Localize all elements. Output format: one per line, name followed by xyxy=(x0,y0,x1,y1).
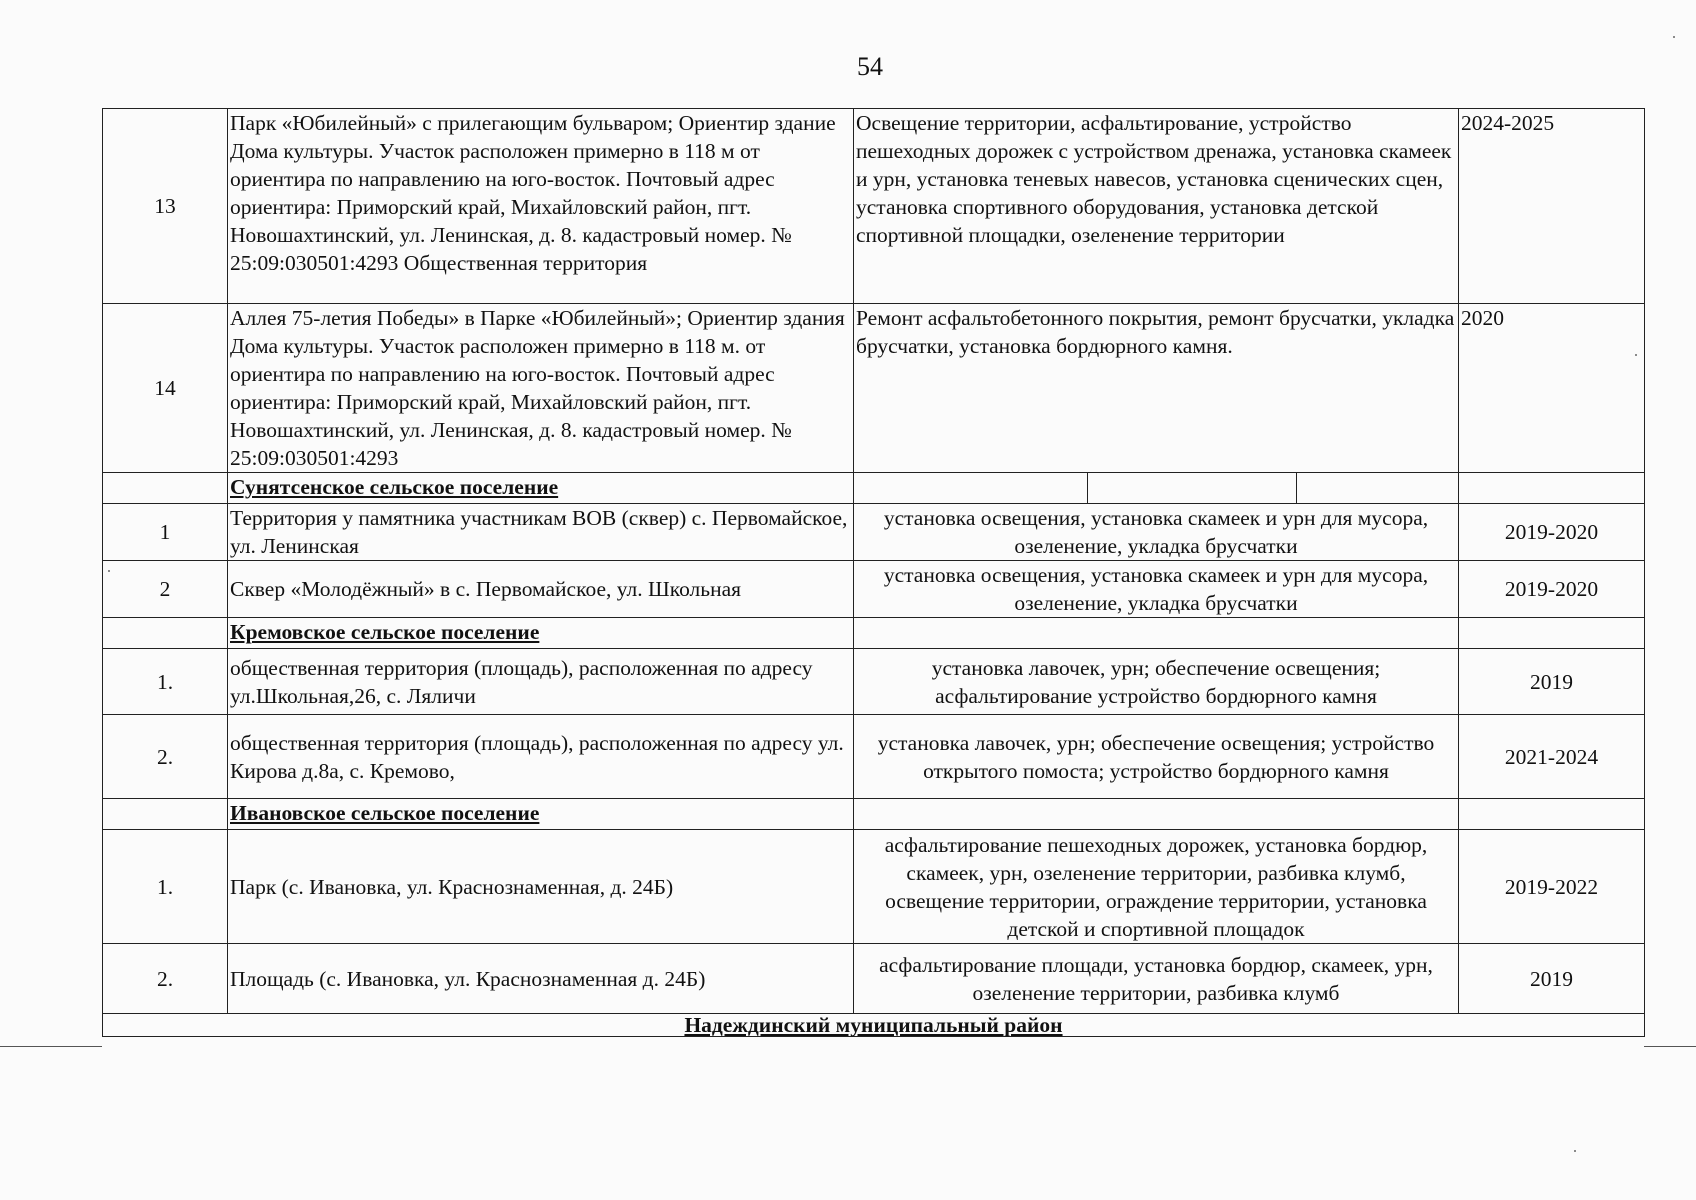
territory-cell: общественная территория (площадь), расположенная по адресу ул.Школьная,26, с. Ляличи xyxy=(228,649,854,715)
section-title: Ивановское сельское поселение xyxy=(228,799,854,830)
row-number: 2. xyxy=(103,715,228,799)
works-cell: Освещение территории, асфальтирование, устройство пешеходных дорожек с устройством дренажа, установка скамеек и урн, установка теневых навесов, установка сценических сцен, установка спортивного оборудования, установка детской спортивной площадки, озеленение территории xyxy=(854,109,1459,304)
table-row xyxy=(103,944,1645,1014)
territory-cell: Сквер «Молодёжный» в с. Первомайское, ул. Школьная xyxy=(228,561,854,618)
territories-table xyxy=(102,108,1645,1037)
section-row xyxy=(103,618,1645,649)
table-row xyxy=(103,304,1645,473)
empty-subcells xyxy=(854,473,1458,503)
works-cell: установка освещения, установка скамеек и урн для мусора, озеленение, укладка брусчатки xyxy=(854,504,1459,561)
territory-cell: Парк «Юбилейный» с прилегающим бульваром; Ориентир здание Дома культуры. Участок расположен примерно в 118 м от ориентира по направлению на юго-восток. Почтовый адрес ориентира: Приморский край, Михайловский район, пгт. Новошахтинский, ул. Ленинская, д. 8. кадастровый номер. № 25:09:030501:4293 Общественная территория xyxy=(228,109,854,304)
district-heading: Надеждинский муниципальный район xyxy=(103,1014,1645,1037)
scan-line xyxy=(1644,1046,1696,1047)
territory-cell: Территория у памятника участникам ВОВ (сквер) с. Первомайское, ул. Ленинская xyxy=(228,504,854,561)
row-number: 13 xyxy=(103,109,228,304)
works-cell: асфальтирование площади, установка бордюр, скамеек, урн, озеленение территории, разбивка клумб xyxy=(854,944,1459,1014)
table-row xyxy=(103,561,1645,618)
table-row xyxy=(103,715,1645,799)
section-row xyxy=(103,473,1645,504)
years-cell: 2019-2022 xyxy=(1459,830,1645,944)
table-row xyxy=(103,109,1645,304)
territory-cell: Площадь (с. Ивановка, ул. Краснознаменная д. 24Б) xyxy=(228,944,854,1014)
works-cell: установка освещения, установка скамеек и урн для мусора, озеленение, укладка брусчатки xyxy=(854,561,1459,618)
table-row xyxy=(103,830,1645,944)
works-cell: Ремонт асфальтобетонного покрытия, ремонт брусчатки, укладка брусчатки, установка бордюрного камня. xyxy=(854,304,1459,473)
territory-cell: Парк (с. Ивановка, ул. Краснознаменная, д. 24Б) xyxy=(228,830,854,944)
page-number: 54 xyxy=(857,52,883,81)
territory-cell: общественная территория (площадь), расположенная по адресу ул. Кирова д.8а, с. Кремово, xyxy=(228,715,854,799)
years-cell: 2019 xyxy=(1459,944,1645,1014)
works-cell: асфальтирование пешеходных дорожек, установка бордюр, скамеек, урн, озеленение территории, разбивка клумб, освещение территории, ограждение территории, установка детской и спортивной площадок xyxy=(854,830,1459,944)
years-cell: 2020 xyxy=(1459,304,1645,473)
row-number: 1. xyxy=(103,649,228,715)
row-number: 2. xyxy=(103,944,228,1014)
section-title: Сунятсенское сельское поселение xyxy=(228,473,854,504)
works-cell: установка лавочек, урн; обеспечение освещения; устройство открытого помоста; устройство бордюрного камня xyxy=(854,715,1459,799)
scan-dot xyxy=(1673,36,1675,38)
table-row xyxy=(103,504,1645,561)
section-row xyxy=(103,799,1645,830)
scan-dot xyxy=(1574,1150,1576,1152)
row-number: 2 xyxy=(103,561,228,618)
district-row xyxy=(103,1014,1645,1037)
years-cell: 2019-2020 xyxy=(1459,504,1645,561)
years-cell: 2019-2020 xyxy=(1459,561,1645,618)
scan-line xyxy=(0,1046,102,1047)
scan-dot xyxy=(108,570,110,572)
years-cell: 2024-2025 xyxy=(1459,109,1645,304)
table-row xyxy=(103,649,1645,715)
works-cell: установка лавочек, урн; обеспечение освещения; асфальтирование устройство бордюрного камня xyxy=(854,649,1459,715)
row-number: 1 xyxy=(103,504,228,561)
years-cell: 2021-2024 xyxy=(1459,715,1645,799)
row-number: 14 xyxy=(103,304,228,473)
scan-dot xyxy=(1635,354,1637,356)
territory-cell: Аллея 75-летия Победы» в Парке «Юбилейный»; Ориентир здания Дома культуры. Участок расположен примерно в 118 м. от ориентира по направлению на юго-восток. Почтовый адрес ориентира: Приморский край, Михайловский район, пгт. Новошахтинский, ул. Ленинская, д. 8. кадастровый номер. № 25:09:030501:4293 xyxy=(228,304,854,473)
years-cell: 2019 xyxy=(1459,649,1645,715)
row-number: 1. xyxy=(103,830,228,944)
section-title: Кремовское сельское поселение xyxy=(228,618,854,649)
